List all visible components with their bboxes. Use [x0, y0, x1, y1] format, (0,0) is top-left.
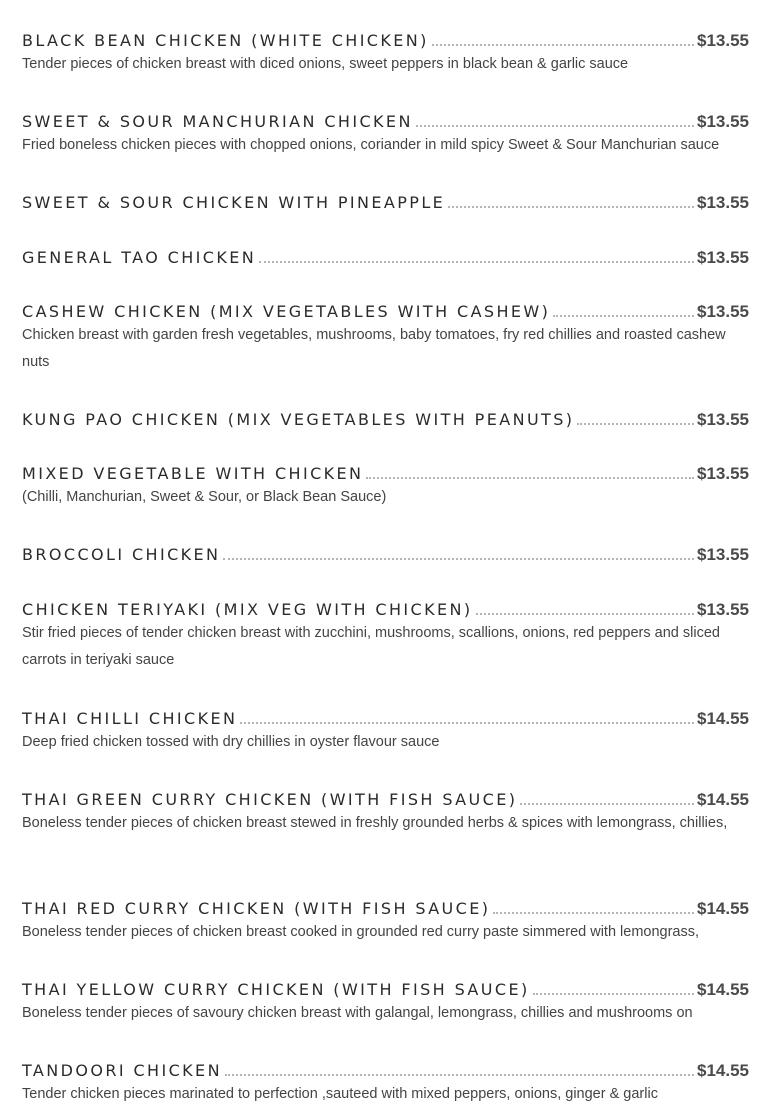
- item-price: $14.55: [697, 1061, 749, 1080]
- item-price: $13.55: [697, 545, 749, 564]
- menu-item: [22, 1057, 749, 1108]
- item-price: $13.55: [697, 410, 749, 429]
- menu-item: [22, 189, 749, 213]
- item-description: Tender chicken pieces marinated to perfection ,sauteed with mixed peppers, onions, ginger & garlic: [22, 1086, 658, 1102]
- item-description: Boneless tender pieces of savoury chicken breast with galangal, lemongrass, chillies and mushrooms on: [22, 1005, 693, 1021]
- item-name: SWEET & SOUR MANCHURIAN CHICKEN: [22, 112, 413, 131]
- menu-item-header: [22, 244, 749, 268]
- dot-leader: [577, 422, 694, 425]
- dot-leader: [493, 911, 694, 914]
- dot-leader: [223, 557, 694, 560]
- item-price: $13.55: [697, 193, 749, 212]
- dot-leader: [432, 43, 694, 46]
- menu-item: [22, 976, 749, 1027]
- dot-leader: [553, 314, 694, 317]
- item-price: $13.55: [697, 464, 749, 483]
- item-name: TANDOORI CHICKEN: [22, 1061, 222, 1080]
- menu-item-header: [22, 460, 749, 484]
- menu-item-header: [22, 786, 749, 810]
- item-description: Chicken breast with garden fresh vegetables, mushrooms, baby tomatoes, fry red chillies and roasted cashew nuts: [22, 327, 726, 370]
- dot-leader: [448, 205, 694, 208]
- item-price: $13.55: [697, 302, 749, 321]
- item-name: SWEET & SOUR CHICKEN WITH PINEAPPLE: [22, 193, 446, 212]
- menu-item: [22, 298, 749, 376]
- item-name: BROCCOLI CHICKEN: [22, 545, 221, 564]
- item-description: Boneless tender pieces of chicken breast stewed in freshly grounded herbs & spices with lemongrass, chillies,: [22, 815, 728, 831]
- item-name: KUNG PAO CHICKEN (MIX VEGETABLES WITH PEANUTS): [22, 410, 575, 429]
- dot-leader: [520, 802, 694, 805]
- menu-item: [22, 705, 749, 756]
- menu-item-header: [22, 705, 749, 729]
- item-name: GENERAL TAO CHICKEN: [22, 248, 257, 267]
- item-description: Boneless tender pieces of chicken breast cooked in grounded red curry paste simmered with lemongrass,: [22, 924, 700, 940]
- item-price: $13.55: [697, 600, 749, 619]
- menu-item-header: [22, 27, 749, 51]
- item-name: BLACK BEAN CHICKEN (WHITE CHICKEN): [22, 31, 429, 50]
- menu-item-header: [22, 1057, 749, 1081]
- dot-leader: [366, 476, 694, 479]
- menu-item-header: [22, 541, 749, 565]
- menu-item: [22, 895, 749, 946]
- menu-item-header: [22, 108, 749, 132]
- item-description: Stir fried pieces of tender chicken breast with zucchini, mushrooms, scallions, onions, red peppers and sliced carrots in teriyaki sauce: [22, 625, 720, 668]
- item-name: CHICKEN TERIYAKI (MIX VEG WITH CHICKEN): [22, 600, 473, 619]
- dot-leader: [416, 124, 694, 127]
- menu-item: [22, 406, 749, 430]
- menu-item: [22, 786, 749, 837]
- item-price: $13.55: [697, 248, 749, 267]
- menu-item: [22, 108, 749, 159]
- item-price: $14.55: [697, 709, 749, 728]
- dot-leader: [259, 260, 694, 263]
- item-price: $13.55: [697, 31, 749, 50]
- menu-item-header: [22, 189, 749, 213]
- menu-item: [22, 460, 749, 511]
- item-description: Deep fried chicken tossed with dry chillies in oyster flavour sauce: [22, 734, 440, 750]
- item-price: $14.55: [697, 899, 749, 918]
- menu-item-header: [22, 298, 749, 322]
- item-name: THAI RED CURRY CHICKEN (WITH FISH SAUCE): [22, 899, 491, 918]
- menu-item: [22, 27, 749, 78]
- dot-leader: [240, 721, 694, 724]
- item-description: Tender pieces of chicken breast with diced onions, sweet peppers in black bean & garlic sauce: [22, 56, 629, 72]
- menu-item-header: [22, 895, 749, 919]
- dot-leader: [533, 992, 694, 995]
- item-name: THAI GREEN CURRY CHICKEN (WITH FISH SAUCE): [22, 790, 518, 809]
- dot-leader: [225, 1073, 694, 1076]
- item-name: THAI CHILLI CHICKEN: [22, 709, 238, 728]
- item-price: $14.55: [697, 980, 749, 999]
- menu-item: [22, 541, 749, 565]
- menu-item-header: [22, 976, 749, 1000]
- menu-item-header: [22, 596, 749, 620]
- item-description: Fried boneless chicken pieces with chopped onions, coriander in mild spicy Sweet & Sour Manchurian sauce: [22, 137, 720, 153]
- menu-item-header: [22, 406, 749, 430]
- item-price: $14.55: [697, 790, 749, 809]
- item-description: (Chilli, Manchurian, Sweet & Sour, or Black Bean Sauce): [22, 489, 387, 505]
- item-name: CASHEW CHICKEN (MIX VEGETABLES WITH CASHEW): [22, 302, 551, 321]
- item-price: $13.55: [697, 112, 749, 131]
- item-name: THAI YELLOW CURRY CHICKEN (WITH FISH SAUCE): [22, 980, 530, 999]
- dot-leader: [476, 612, 694, 615]
- item-name: MIXED VEGETABLE WITH CHICKEN: [22, 464, 364, 483]
- menu-item: [22, 244, 749, 268]
- menu-item: [22, 596, 749, 674]
